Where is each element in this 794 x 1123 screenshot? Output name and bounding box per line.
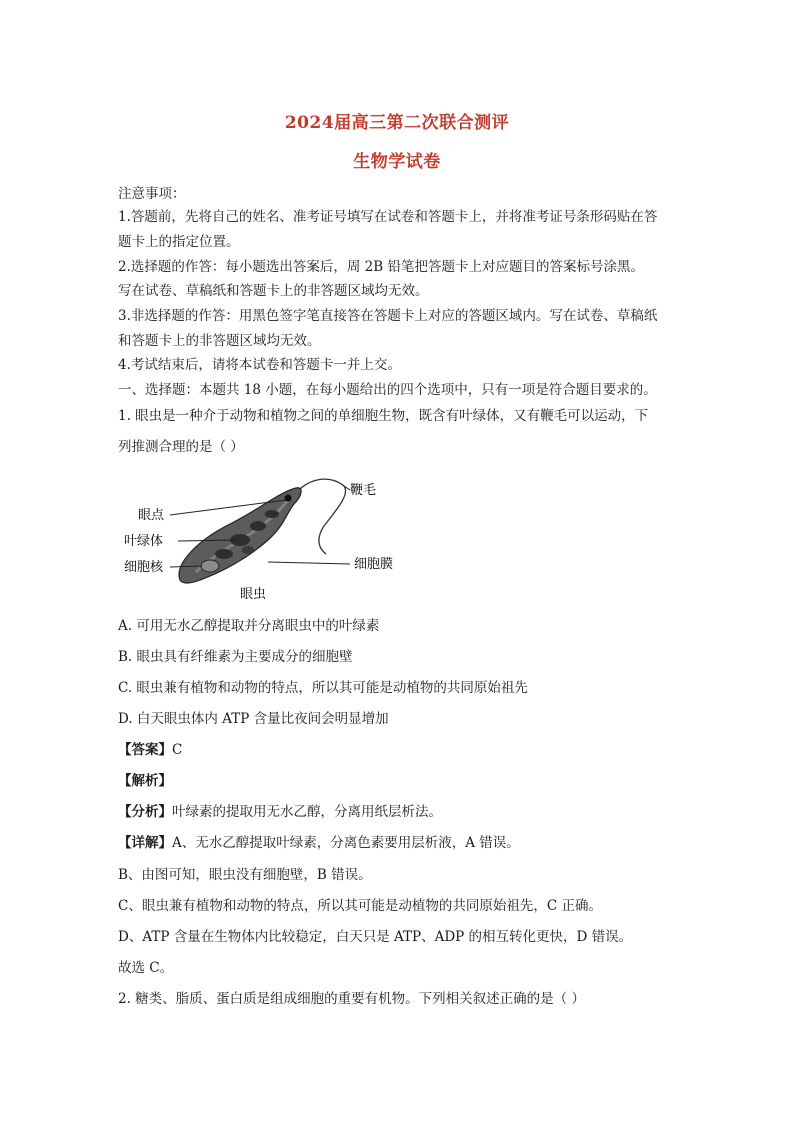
- answer-value: C: [172, 742, 183, 758]
- nucleus-shape: [201, 560, 219, 572]
- q1-stem-line2: 列推测合理的是（ ）: [118, 439, 244, 455]
- q1-option-c: C. 眼虫兼有植物和动物的特点，所以其可能是动植物的共同原始祖先: [118, 680, 528, 696]
- q1-option-d: D. 白天眼虫体内 ATP 含量比夜间会明显增加: [118, 711, 389, 727]
- notice-line: 写在试卷、草稿纸和答题卡上的非答题区域均无效。: [118, 283, 429, 299]
- q1-answer: [118, 741, 688, 759]
- label-nucleus: 细胞核: [124, 560, 164, 575]
- analysis-tag: 【解析】: [118, 773, 172, 789]
- euglena-figure: [118, 468, 418, 608]
- section-heading: 一、选择题：本题共 18 小题，在每小题给出的四个选项中，只有一项是符合题目要求的。: [118, 382, 657, 398]
- detail-line: D、ATP 含量在生物体内比较稳定，白天只是 ATP、ADP 的相互转化更快，D 错误。: [118, 929, 633, 945]
- xiangjie-text: A、无水乙醇提取叶绿素，分离色素要用层析液，A 错误。: [172, 835, 520, 851]
- label-membrane: 细胞膜: [354, 557, 394, 572]
- detail-line: 故选 C。: [118, 960, 174, 976]
- q1-option-a: A. 可用无水乙醇提取并分离眼虫中的叶绿素: [118, 618, 380, 634]
- exam-subtitle: 生物学试卷: [353, 152, 441, 172]
- answer-tag: 【答案】: [118, 742, 172, 758]
- label-flagellum: 鞭毛: [350, 483, 377, 498]
- figure-caption: 眼虫: [240, 587, 267, 602]
- fenxi-tag: 【分析】: [118, 804, 172, 820]
- notice-line: 3.非选择题的作答：用黑色签字笔直接答在答题卡上对应的答题区域内。写在试卷、草稿纸: [118, 308, 658, 324]
- notice-line: 4.考试结束后，请将本试卷和答题卡一并上交。: [118, 357, 401, 373]
- notice-line: 题卡上的指定位置。: [118, 234, 240, 250]
- detail-line: B、由图可知，眼虫没有细胞壁，B 错误。: [118, 867, 372, 883]
- flagellum-shape: [294, 479, 346, 554]
- notice-line: 1.答题前，先将自己的姓名、准考证号填写在试卷和答题卡上，并将准考证号条形码贴在答: [118, 209, 658, 225]
- q1-stem-line1: 1. 眼虫是一种介于动物和植物之间的单细胞生物，既含有叶绿体，又有鞭毛可以运动，下: [118, 408, 649, 424]
- q1-fenxi: [118, 803, 688, 821]
- exam-title: 2024届高三第二次联合测评: [284, 113, 510, 133]
- detail-line: C、眼虫兼有植物和动物的特点，所以其可能是动植物的共同原始祖先，C 正确。: [118, 898, 602, 914]
- fenxi-text: 叶绿素的提取用无水乙醇，分离用纸层析法。: [172, 804, 442, 820]
- q2-stem: 2. 糖类、脂质、蛋白质是组成细胞的重要有机物。下列相关叙述正确的是（ ）: [118, 991, 585, 1007]
- label-chloroplast: 叶绿体: [124, 534, 164, 549]
- q1-xiangjie: [118, 834, 688, 852]
- label-eyespot: 眼点: [138, 508, 165, 523]
- notice-heading: 注意事项：: [118, 186, 186, 202]
- notice-line: 和答题卡上的非答题区域均无效。: [118, 333, 321, 349]
- notice-line: 2.选择题的作答：每小题选出答案后，周 2B 铅笔把答题卡上对应题目的答案标号涂黑。: [118, 259, 644, 275]
- q1-option-b: B. 眼虫具有纤维素为主要成分的细胞壁: [118, 649, 353, 665]
- xiangjie-tag: 【详解】: [118, 835, 172, 851]
